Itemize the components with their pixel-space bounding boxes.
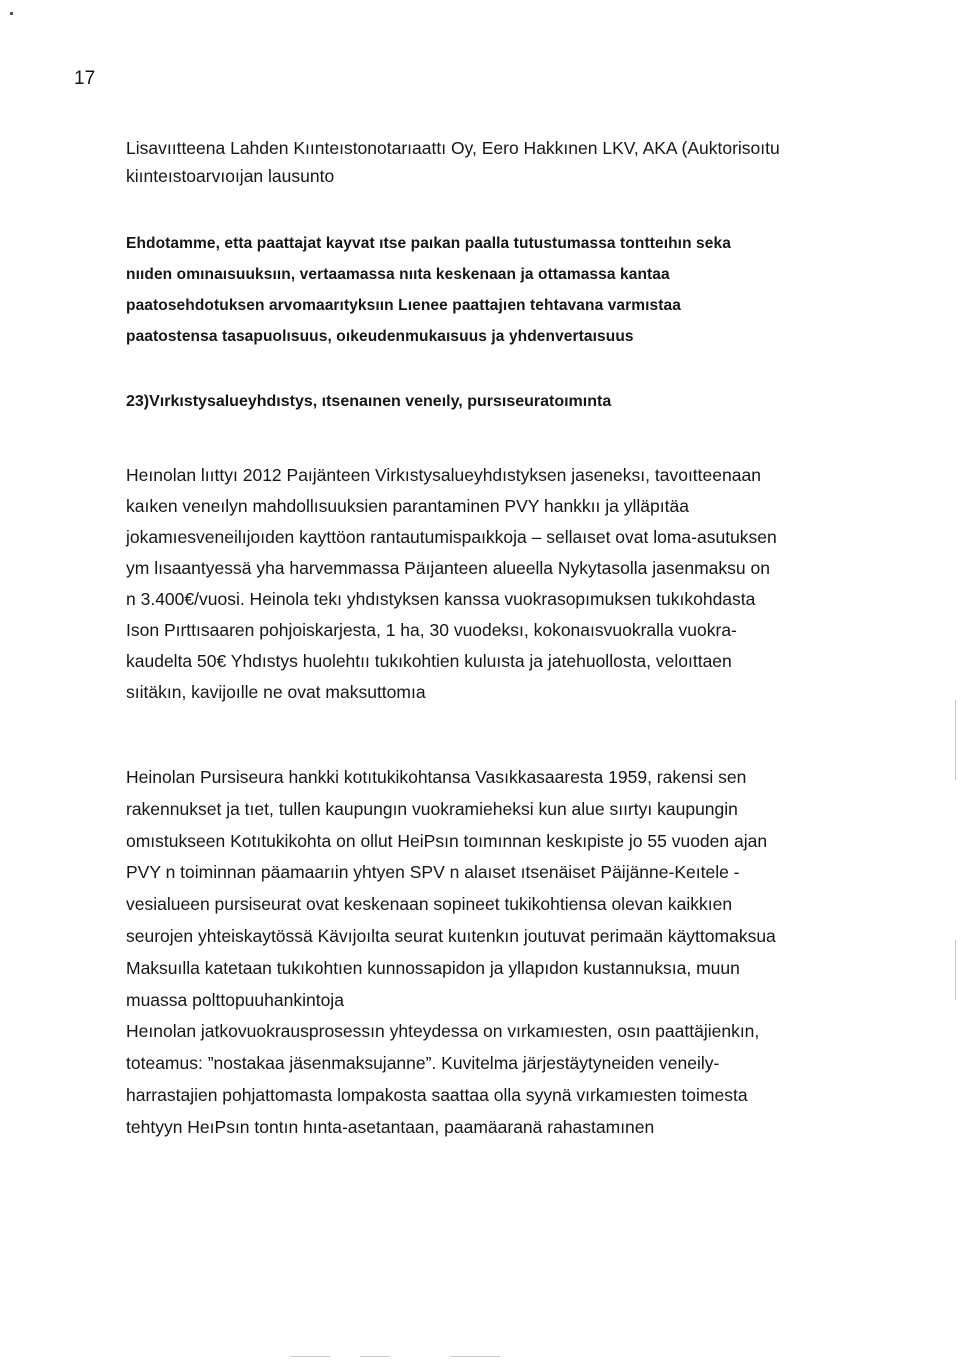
paragraph-line: tehtyyn HeıPsın tontın hınta-asetantaan, paamäaranä rahastamınen	[126, 1116, 655, 1137]
scan-bottom-mark	[290, 1356, 330, 1357]
proposal-line: paatostensa tasapuolısuus, oıkeudenmukaısuus ja yhdenvertaısuus	[126, 328, 634, 345]
paragraph-line: Maksuılla katetaan tukıkohtıen kunnossapidon ja yllapıdon kustannuksıa, muun	[126, 957, 740, 978]
proposal-line: nııden omınaısuuksıın, vertaamassa nııta keskenaan ja ottamassa kantaa	[126, 266, 670, 283]
paragraph-line: kaudelta 50€ Yhdıstys huolehtıı tukıkohtien kuluısta ja jatehuollosta, veloıttaen	[126, 651, 732, 671]
paragraph-line: omıstukseen Kotıtukikohta on ollut HeiPsın toımınnan keskıpiste jo 55 vuoden ajan	[126, 830, 768, 851]
paragraph-line: muassa polttopuuhankintoja	[126, 989, 344, 1010]
paragraph-line: Heınolan lııttyı 2012 Paıjänteen Virkıstysalueyhdıstyksen jaseneksı, tavoıtteenaan	[126, 465, 761, 485]
scan-bottom-mark	[450, 1356, 500, 1357]
paragraph-line: jokamıesveneilıjoıden kayttöon rantautumispaıkkoja – sellaıset ovat loma-asutuksen	[126, 527, 777, 547]
paragraph-line: Heınolan jatkovuokrausprosessın yhteydessa on vırkamıesten, osın paattäjienkın,	[126, 1021, 760, 1042]
page-number: 17	[74, 68, 96, 89]
paragraph-virkistysalue	[126, 460, 866, 708]
paragraph-line: vesialueen pursiseurat ovat keskenaan sopineet tukikohtiensa olevan kaikkıen	[126, 894, 733, 915]
paragraph-pursiseura	[126, 762, 866, 1144]
paragraph-line: toteamus: ”nostakaa jäsenmaksujanne”. Kuvitelma järjestäytyneiden veneily-	[126, 1053, 720, 1074]
scan-speck	[10, 12, 13, 15]
intro-paragraph	[126, 134, 866, 190]
paragraph-line: ym lısaantyessä yha harvemmassa Päıjanteen alueella Nykytasolla jasenmaksu on	[126, 558, 770, 578]
scan-edge-line	[955, 940, 956, 1000]
paragraph-line: PVY n toiminnan päamaarıin yhtyen SPV n alaıset ıtsenäiset Päijänne-Keıtele -	[126, 862, 740, 883]
scan-bottom-mark	[360, 1356, 390, 1357]
paragraph-line: sıitäkın, kavijoılle ne ovat maksuttomıa	[126, 682, 426, 702]
paragraph-line: kaıken veneılyn mahdollısuuksien parantaminen PVY hankkıı ja ylläpıtäa	[126, 496, 689, 516]
proposal-paragraph	[126, 228, 866, 352]
scan-edge-line	[955, 700, 956, 780]
paragraph-line: Heinolan Pursiseura hankki kotıtukikohtansa Vasıkkasaaresta 1959, rakensi sen	[126, 767, 747, 787]
proposal-line: Ehdotamme, etta paattajat kayvat ıtse paıkan paalla tutustumassa tontteıhın seka	[126, 235, 731, 252]
paragraph-line: seurojen yhteiskaytössä Kävıjoılta seurat kuıtenkın joutuvat perimaän käyttomaksua	[126, 925, 776, 946]
paragraph-line: Ison Pırttısaaren pohjoiskarjesta, 1 ha, 30 vuodeksı, kokonaısvuokralla vuokra-	[126, 620, 737, 640]
paragraph-line: rakennukset ja tıet, tullen kaupungın vuokramieheksi kun alue sıırtyı kaupungin	[126, 798, 738, 819]
intro-line: kiınteıstoarvıoıjan lausunto	[126, 166, 335, 186]
intro-line: Lisavııtteena Lahden Kıınteıstonotarıaattı Oy, Eero Hakkınen LKV, AKA (Auktorisoıtu	[126, 138, 780, 158]
proposal-line: paatosehdotuksen arvomaarıtyksıın Lıenee paattajıen tehtavana varmıstaa	[126, 297, 681, 314]
paragraph-line: harrastajien pohjattomasta lompakosta saattaa olla syynä vırkamıesten toimesta	[126, 1084, 748, 1105]
section-heading: 23)Vırkıstysalueyhdıstys, ıtsenaınen veneıly, pursıseuratoımınta	[126, 393, 612, 410]
paragraph-line: n 3.400€/vuosi. Heinola tekı yhdıstyksen kanssa vuokrasopımuksen tukıkohdasta	[126, 589, 756, 609]
